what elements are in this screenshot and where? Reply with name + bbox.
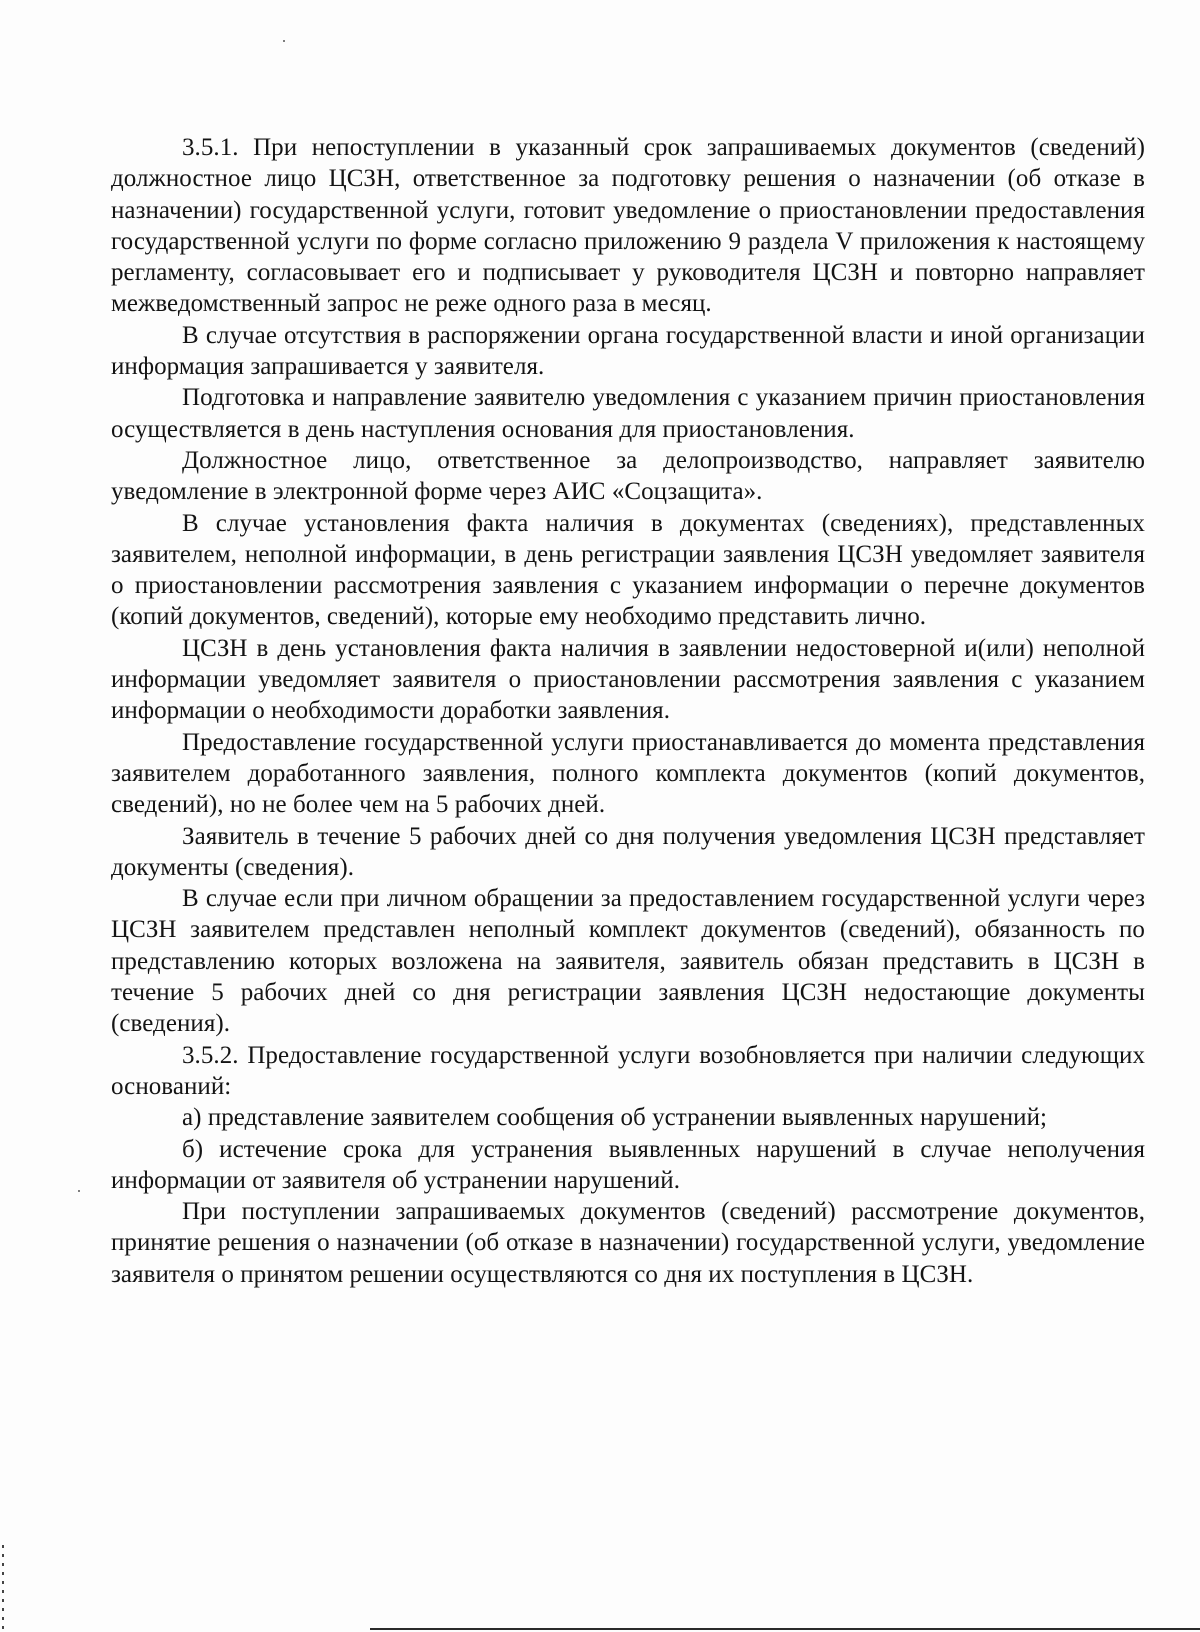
scan-speck: [78, 1190, 80, 1192]
paragraph-notification-preparation: Подготовка и направление заявителю уведомления с указанием причин приостановления осуществляется в день наступления основания для приостановления.: [111, 384, 1145, 443]
paragraph-suspension-period: Предоставление государственной услуги приостанавливается до момента представления заявителем доработанного заявления, полного комплекта документов (копий документов, сведений), но не более чем на 5 рабочих дней.: [111, 728, 1145, 819]
paragraph-applicant-deadline: Заявитель в течение 5 рабочих дней со дня получения уведомления ЦСЗН представляет документы (сведения).: [111, 822, 1145, 881]
scan-speck: [283, 40, 285, 42]
document-body: [111, 132, 1145, 1290]
scan-edge-marks: [2, 1545, 4, 1632]
scan-bottom-edge: [370, 1628, 1200, 1630]
paragraph-documents-received: При поступлении запрашиваемых документов (сведений) рассмотрение документов, принятие решения о назначении (об отказе в назначении) государственной услуги, уведомление заявителя о принятом решении осуществляются со дня их поступления в ЦСЗН.: [111, 1198, 1145, 1288]
paragraph-incomplete-information: В случае установления факта наличия в документах (сведениях), представленных заявителем, неполной информации, в день регистрации заявления ЦСЗН уведомляет заявителя о приостановлении рассмотрения заявления с указанием информации о перечне документов (копий документов, сведений), которые ему необходимо представить лично.: [111, 509, 1145, 631]
list-item-a: а) представление заявителем сообщения об устранении выявленных нарушений;: [182, 1104, 1048, 1132]
paragraph-unreliable-information: ЦСЗН в день установления факта наличия в заявлении недостоверной и(или) неполной информации уведомляет заявителя о приостановлении рассмотрения заявления с указанием информации о необходимости доработки заявления.: [111, 634, 1145, 725]
paragraph-request-from-applicant: В случае отсутствия в распоряжении органа государственной власти и иной организации информация запрашивается у заявителя.: [111, 321, 1145, 381]
paragraph-3-5-2: 3.5.2. Предоставление государственной услуги возобновляется при наличии следующих оснований:: [111, 1041, 1145, 1100]
paragraph-electronic-notification: Должностное лицо, ответственное за делопроизводство, направляет заявителю уведомление в электронной форме через АИС «Соцзащита».: [111, 446, 1145, 506]
paragraph-personal-request: В случае если при личном обращении за предоставлением государственной услуги через ЦСЗН заявителем представлен неполный комплект документов (сведений), обязанность по представлению которых возложена на заявителя, заявитель обязан представить в ЦСЗН в течение 5 рабочих дней со дня регистрации заявления ЦСЗН недостающие документы (сведения).: [111, 885, 1145, 1038]
list-item-b: б) истечение срока для устранения выявленных нарушений в случае неполучения информации от заявителя об устранении нарушений.: [111, 1135, 1145, 1194]
paragraph-3-5-1: 3.5.1. При непоступлении в указанный срок запрашиваемых документов (сведений) должностное лицо ЦСЗН, ответственное за подготовку решения о назначении (об отказе в назначении) государственной услуги, готовит уведомление о приостановлении предоставления государственной услуги по форме согласно приложению 9 раздела V приложения к настоящему регламенту, согласовывает его и подписывает у руководителя ЦСЗН и повторно направляет межведомственный запрос не реже одного раза в месяц.: [111, 134, 1145, 318]
